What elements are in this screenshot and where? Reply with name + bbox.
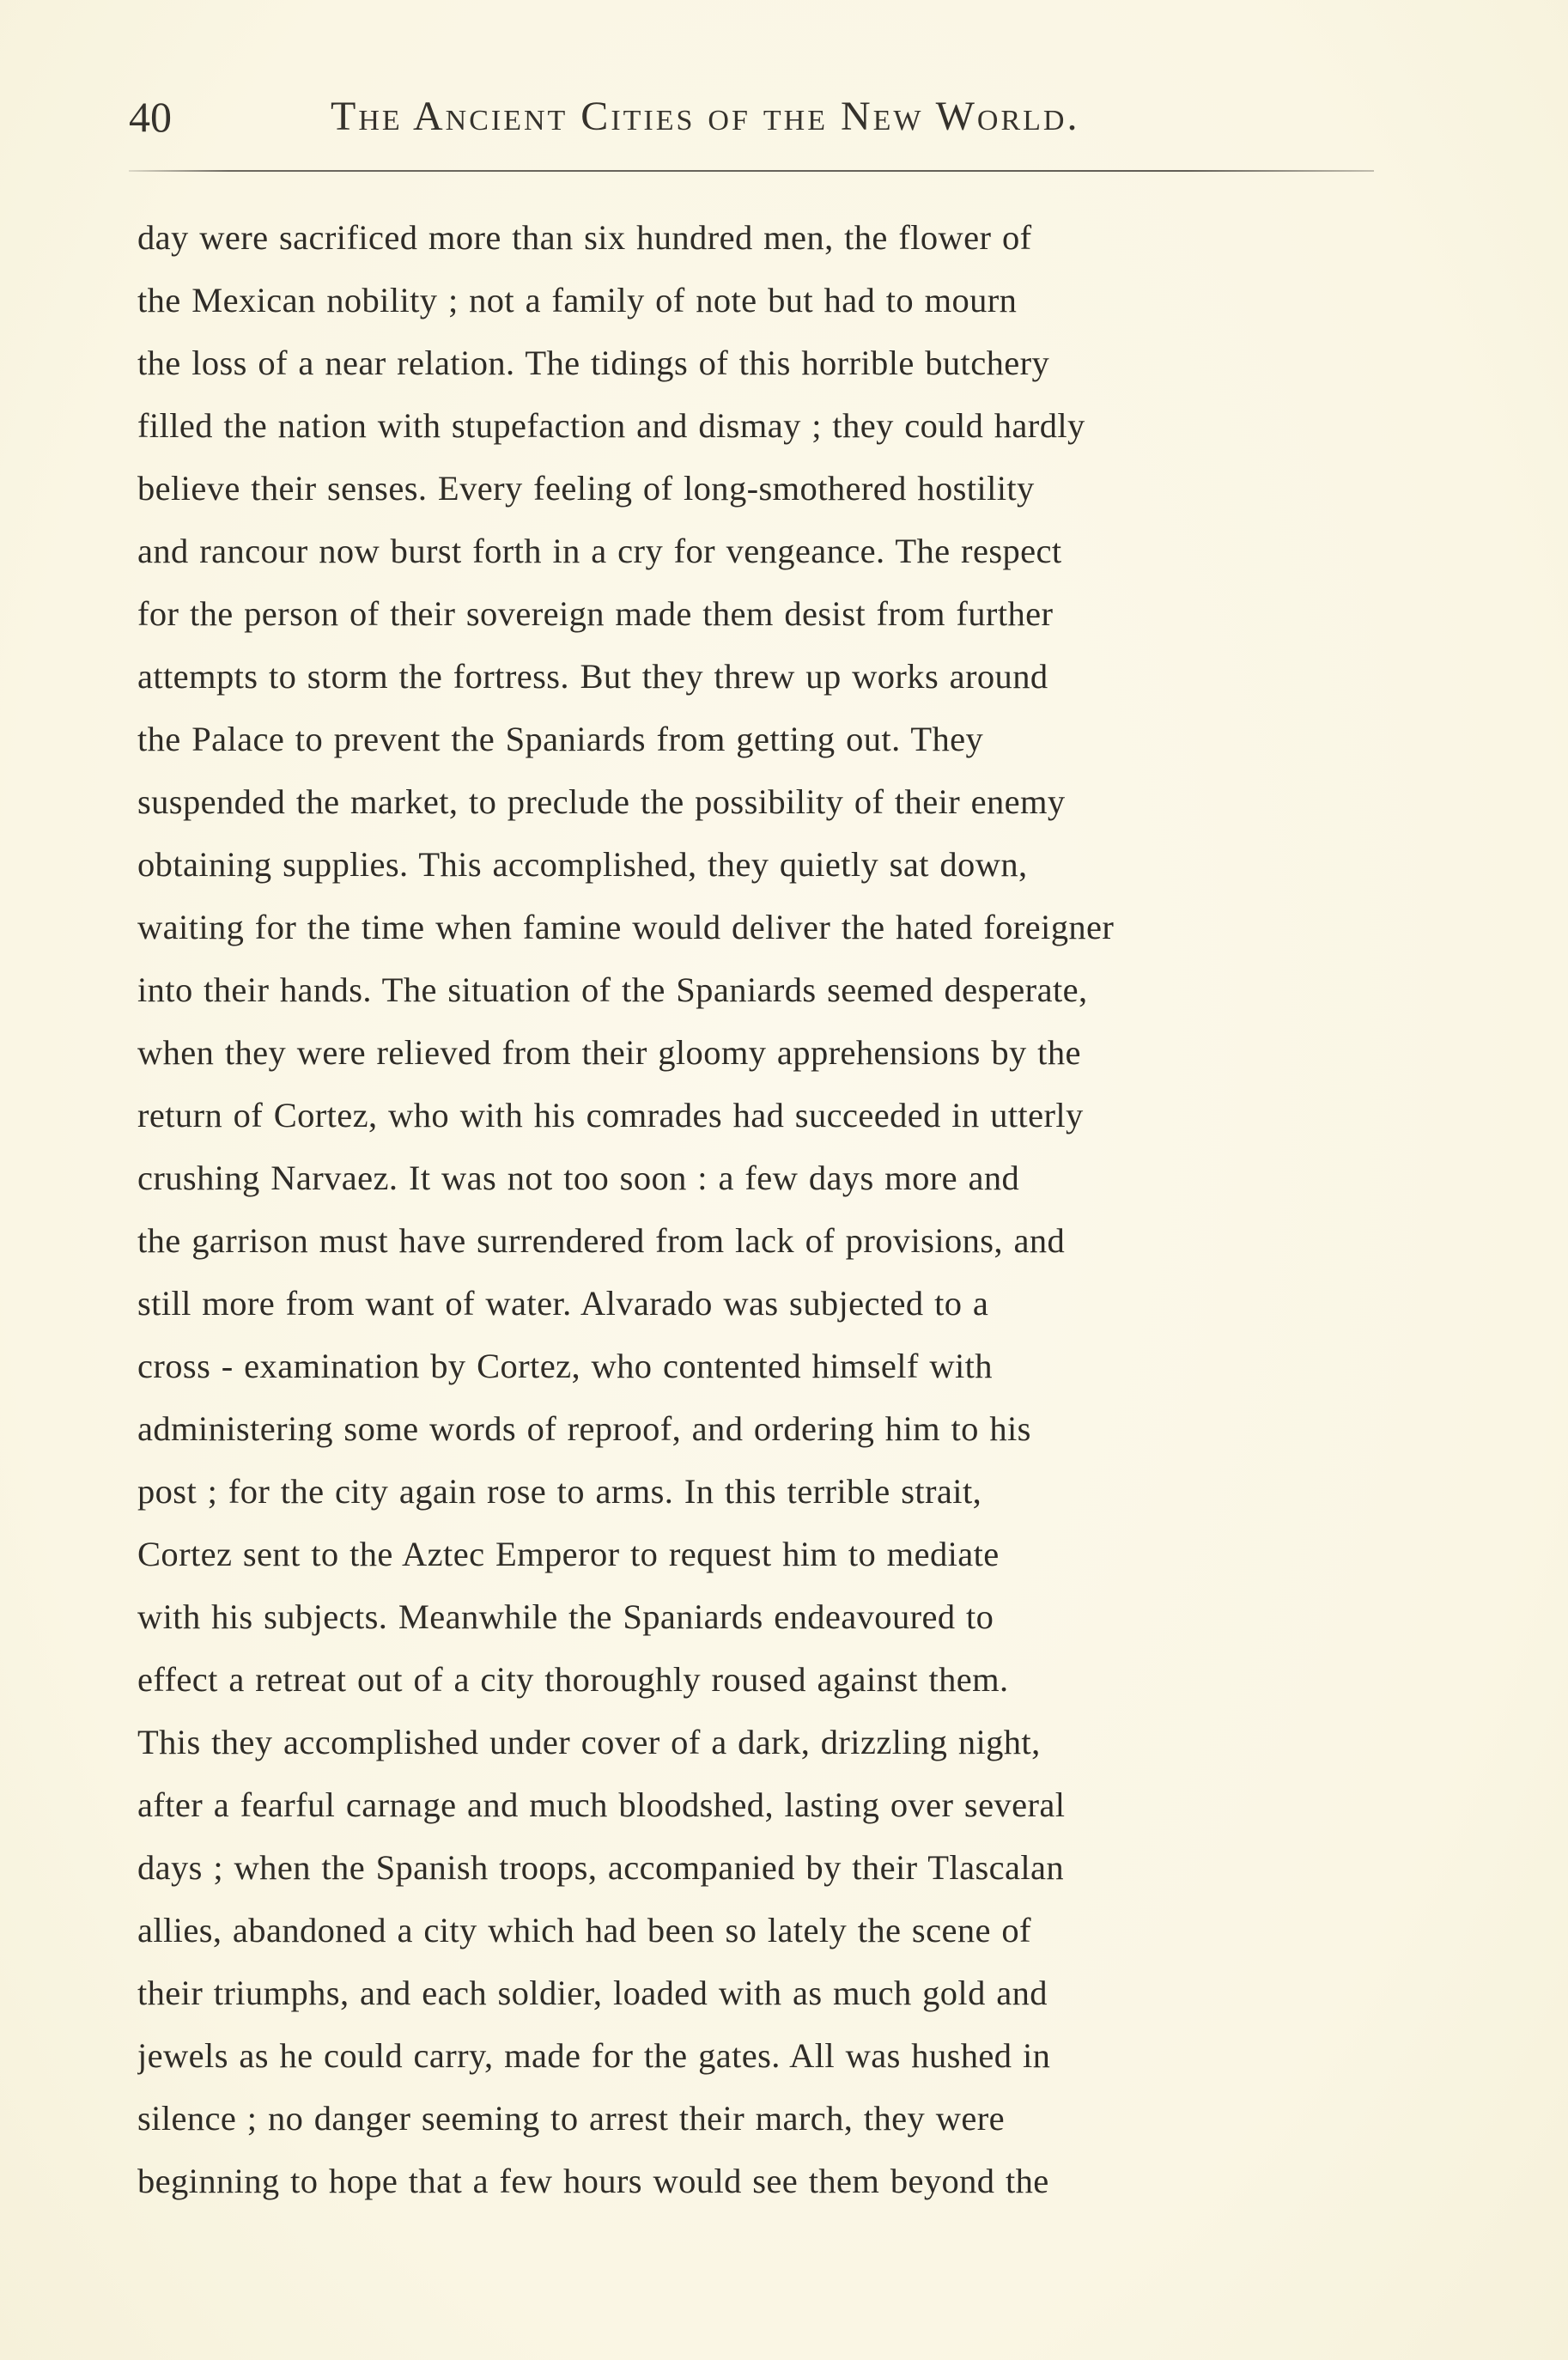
text-line: allies, abandoned a city which had been so lately the scene of: [137, 1911, 1031, 1949]
text-line: obtaining supplies. This accomplished, they quietly sat down,: [137, 845, 1028, 884]
text-line: return of Cortez, who with his comrades had succeeded in utterly: [137, 1096, 1084, 1134]
page-number: 40: [129, 93, 172, 141]
running-title: The Ancient Cities of the New World.: [331, 94, 1080, 139]
text-line: with his subjects. Meanwhile the Spaniards endeavoured to: [137, 1597, 994, 1636]
text-line: crushing Narvaez. It was not too soon : a few days more and: [137, 1159, 1020, 1197]
text-line: into their hands. The situation of the Spaniards seemed desperate,: [137, 970, 1088, 1009]
text-line: administering some words of reproof, and ordering him to his: [137, 1409, 1031, 1448]
text-line: attempts to storm the fortress. But they threw up works around: [137, 657, 1048, 696]
text-line: waiting for the time when famine would deliver the hated foreigner: [137, 908, 1115, 946]
text-line: effect a retreat out of a city thoroughly roused against them.: [137, 1660, 1009, 1699]
text-line: after a fearful carnage and much bloodshed, lasting over several: [137, 1785, 1066, 1824]
text-line: when they were relieved from their gloomy apprehensions by the: [137, 1033, 1081, 1072]
text-line: the garrison must have surrendered from lack of provisions, and: [137, 1221, 1066, 1260]
text-line: and rancour now burst forth in a cry for vengeance. The respect: [137, 532, 1062, 570]
text-line: for the person of their sovereign made them desist from further: [137, 594, 1054, 633]
header-rule: [129, 170, 1374, 172]
text-line: This they accomplished under cover of a dark, drizzling night,: [137, 1723, 1041, 1761]
running-head: [129, 82, 1365, 151]
text-line: their triumphs, and each soldier, loaded with as much gold and: [137, 1974, 1048, 2012]
text-line: beginning to hope that a few hours would see them beyond the: [137, 2162, 1049, 2200]
text-line: days ; when the Spanish troops, accompanied by their Tlascalan: [137, 1848, 1065, 1887]
body-text: [137, 206, 1374, 2212]
text-line: the Mexican nobility ; not a family of note but had to mourn: [137, 281, 1018, 319]
text-line: the Palace to prevent the Spaniards from getting out. They: [137, 720, 984, 758]
text-line: day were sacrificed more than six hundred men, the flower of: [137, 218, 1032, 257]
text-line: believe their senses. Every feeling of long-smothered hostility: [137, 469, 1035, 508]
text-line: post ; for the city again rose to arms. In this terrible strait,: [137, 1472, 982, 1511]
text-line: silence ; no danger seeming to arrest their march, they were: [137, 2099, 1005, 2138]
text-line: suspended the market, to preclude the possibility of their enemy: [137, 782, 1066, 821]
text-line: jewels as he could carry, made for the gates. All was hushed in: [137, 2036, 1051, 2075]
text-line: still more from want of water. Alvarado was subjected to a: [137, 1284, 989, 1323]
text-line: cross - examination by Cortez, who contented himself with: [137, 1347, 993, 1385]
text-line: Cortez sent to the Aztec Emperor to request him to mediate: [137, 1535, 1000, 1573]
text-line: the loss of a near relation. The tidings of this horrible butchery: [137, 344, 1050, 382]
text-line: filled the nation with stupefaction and dismay ; they could hardly: [137, 406, 1085, 445]
